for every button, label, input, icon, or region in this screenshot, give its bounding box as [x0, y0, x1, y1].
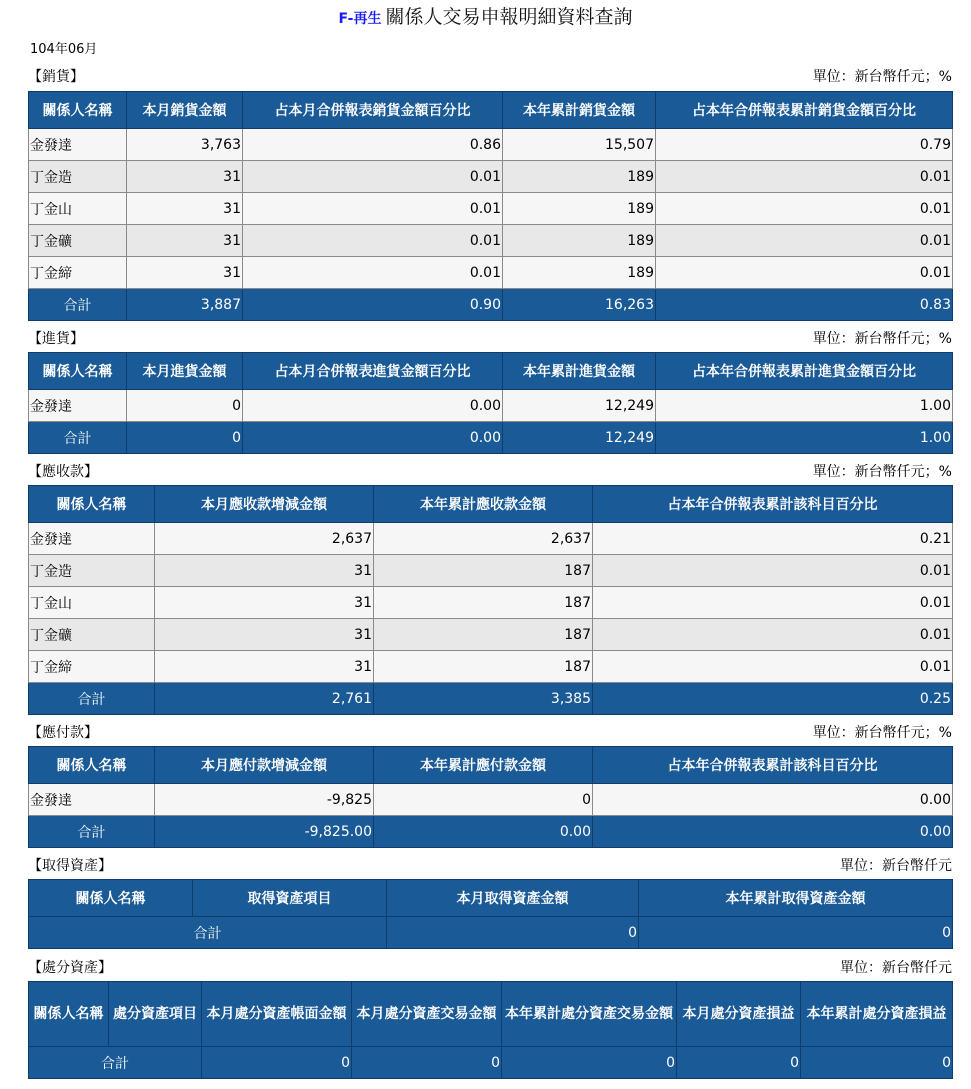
total-row	[29, 683, 953, 715]
total-cell: 16,263	[503, 289, 656, 321]
table-row	[29, 257, 953, 289]
column-header: 本年累計進貨金額	[503, 353, 656, 390]
table-cell: 31	[127, 193, 243, 225]
report-title: 關係人交易申報明細資料查詢	[385, 6, 633, 28]
column-header: 本月銷貨金額	[127, 92, 243, 129]
sales-unit: 單位：新台幣仟元；%	[812, 69, 952, 85]
purchases-table	[28, 352, 953, 454]
table-cell: 0.01	[593, 555, 953, 587]
table-cell: 31	[155, 651, 374, 683]
total-cell: 0.90	[243, 289, 503, 321]
table-cell: 0	[374, 784, 593, 816]
table-cell: 0.01	[243, 193, 503, 225]
total-cell: 0	[202, 1047, 352, 1079]
table-cell: 0.01	[593, 587, 953, 619]
total-cell: 3,385	[374, 683, 593, 715]
related-party-name: 丁金締	[29, 257, 127, 289]
table-cell: 0.00	[593, 784, 953, 816]
total-label: 合計	[29, 683, 155, 715]
table-cell: 187	[374, 651, 593, 683]
table-cell: 0.01	[243, 225, 503, 257]
related-party-name: 丁金山	[29, 193, 127, 225]
table-cell: 187	[374, 619, 593, 651]
column-header: 占本年合併報表累計該科目百分比	[593, 747, 953, 784]
total-cell: 0	[639, 917, 953, 949]
payables-unit: 單位：新台幣仟元；%	[812, 725, 952, 741]
table-cell: 0	[127, 390, 243, 422]
table-cell: 12,249	[503, 390, 656, 422]
total-cell: 0	[387, 917, 639, 949]
total-row	[29, 289, 953, 321]
related-party-name: 丁金造	[29, 161, 127, 193]
total-row	[29, 816, 953, 848]
column-header: 本月處分資產帳面金額	[202, 982, 352, 1047]
table-cell: 0.01	[656, 257, 953, 289]
payables-table	[28, 746, 953, 848]
column-header: 本月取得資產金額	[387, 880, 639, 917]
column-header: 占本月合併報表進貨金額百分比	[243, 353, 503, 390]
total-cell: 0	[127, 422, 243, 454]
purchases-label: 【進貨】	[28, 331, 84, 347]
table-header-row	[29, 747, 953, 784]
table-row	[29, 225, 953, 257]
table-cell: 189	[503, 161, 656, 193]
table-cell: 0.01	[593, 619, 953, 651]
total-cell: 0.00	[374, 816, 593, 848]
column-header: 本年累計應收款金額	[374, 486, 593, 523]
column-header: 本月處分資產損益	[677, 982, 801, 1047]
column-header: 占本年合併報表累計銷貨金額百分比	[656, 92, 953, 129]
table-cell: 0.21	[593, 523, 953, 555]
table-cell: 0.79	[656, 129, 953, 161]
sales-table	[28, 91, 953, 321]
acquisitions-unit: 單位：新台幣仟元	[840, 858, 952, 874]
total-cell: -9,825.00	[155, 816, 374, 848]
total-cell: 3,887	[127, 289, 243, 321]
total-row	[29, 917, 953, 949]
table-cell: 1.00	[656, 390, 953, 422]
column-header: 處分資產項目	[109, 982, 202, 1047]
column-header: 本年累計處分資產損益	[801, 982, 953, 1047]
table-cell: 0.01	[656, 225, 953, 257]
purchases-section-header	[28, 328, 952, 350]
receivables-section-header	[28, 461, 952, 483]
column-header: 本年累計應付款金額	[374, 747, 593, 784]
table-header-row	[29, 486, 953, 523]
total-cell: 0.00	[243, 422, 503, 454]
column-header: 本月進貨金額	[127, 353, 243, 390]
table-cell: 0.01	[656, 193, 953, 225]
table-cell: 0.01	[243, 257, 503, 289]
column-header: 關係人名稱	[29, 486, 155, 523]
table-cell: 189	[503, 193, 656, 225]
column-header: 關係人名稱	[29, 353, 127, 390]
table-cell: 0.86	[243, 129, 503, 161]
table-cell: 2,637	[374, 523, 593, 555]
column-header: 本月應收款增減金額	[155, 486, 374, 523]
total-label: 合計	[29, 917, 387, 949]
table-row	[29, 784, 953, 816]
disposals-label: 【處分資產】	[28, 960, 112, 976]
table-row	[29, 587, 953, 619]
column-header: 本月應付款增減金額	[155, 747, 374, 784]
table-cell: 31	[127, 257, 243, 289]
table-cell: 0.00	[243, 390, 503, 422]
table-cell: 0.01	[656, 161, 953, 193]
acquisitions-table	[28, 879, 953, 949]
total-cell: 0	[352, 1047, 502, 1079]
column-header: 關係人名稱	[29, 92, 127, 129]
related-party-name: 丁金礦	[29, 619, 155, 651]
related-party-name: 丁金山	[29, 587, 155, 619]
payables-section-header	[28, 722, 952, 744]
total-row	[29, 1047, 953, 1079]
total-cell: 0	[502, 1047, 677, 1079]
table-cell: 31	[127, 161, 243, 193]
table-cell: 187	[374, 555, 593, 587]
total-cell: 2,761	[155, 683, 374, 715]
column-header: 關係人名稱	[29, 880, 193, 917]
total-label: 合計	[29, 816, 155, 848]
column-header: 占本年合併報表累計該科目百分比	[593, 486, 953, 523]
sales-section-header	[28, 66, 952, 88]
related-party-name: 丁金締	[29, 651, 155, 683]
table-cell: 189	[503, 225, 656, 257]
table-row	[29, 129, 953, 161]
company-code: F-再生	[338, 11, 382, 27]
related-party-name: 丁金礦	[29, 225, 127, 257]
table-cell: 0.01	[593, 651, 953, 683]
table-cell: 0.01	[243, 161, 503, 193]
total-cell: 0	[677, 1047, 801, 1079]
table-row	[29, 161, 953, 193]
table-row	[29, 523, 953, 555]
table-row	[29, 193, 953, 225]
table-cell: 189	[503, 257, 656, 289]
receivables-unit: 單位：新台幣仟元；%	[812, 464, 952, 480]
related-party-name: 丁金造	[29, 555, 155, 587]
disposals-table	[28, 981, 953, 1079]
purchases-unit: 單位：新台幣仟元；%	[812, 331, 952, 347]
column-header: 取得資產項目	[193, 880, 387, 917]
total-label: 合計	[29, 289, 127, 321]
column-header: 關係人名稱	[29, 982, 109, 1047]
year-month: 104年06月	[30, 42, 98, 57]
payables-label: 【應付款】	[28, 725, 98, 741]
total-cell: 0.00	[593, 816, 953, 848]
table-row	[29, 651, 953, 683]
table-cell: 31	[155, 587, 374, 619]
total-label: 合計	[29, 1047, 202, 1079]
column-header: 本年累計處分資產交易金額	[502, 982, 677, 1047]
column-header: 本年累計取得資產金額	[639, 880, 953, 917]
sales-label: 【銷貨】	[28, 69, 84, 85]
receivables-label: 【應收款】	[28, 464, 98, 480]
total-label: 合計	[29, 422, 127, 454]
total-cell: 0.83	[656, 289, 953, 321]
table-cell: 31	[155, 555, 374, 587]
acquisitions-section-header	[28, 855, 952, 877]
table-cell: 3,763	[127, 129, 243, 161]
table-cell: 15,507	[503, 129, 656, 161]
related-party-name: 金發達	[29, 390, 127, 422]
total-cell: 0	[801, 1047, 953, 1079]
column-header: 關係人名稱	[29, 747, 155, 784]
column-header: 本年累計銷貨金額	[503, 92, 656, 129]
total-row	[29, 422, 953, 454]
table-row	[29, 390, 953, 422]
column-header: 本月處分資產交易金額	[352, 982, 502, 1047]
acquisitions-label: 【取得資產】	[28, 858, 112, 874]
total-cell: 0.25	[593, 683, 953, 715]
related-party-name: 金發達	[29, 129, 127, 161]
table-header-row	[29, 880, 953, 917]
total-cell: 1.00	[656, 422, 953, 454]
table-header-row	[29, 92, 953, 129]
table-header-row	[29, 982, 953, 1047]
table-cell: 31	[155, 619, 374, 651]
page-title	[0, 2, 971, 29]
related-party-name: 金發達	[29, 523, 155, 555]
table-cell: -9,825	[155, 784, 374, 816]
table-cell: 187	[374, 587, 593, 619]
disposals-unit: 單位：新台幣仟元	[840, 960, 952, 976]
receivables-table	[28, 485, 953, 715]
table-row	[29, 555, 953, 587]
table-row	[29, 619, 953, 651]
disposals-section-header	[28, 957, 952, 979]
table-cell: 31	[127, 225, 243, 257]
related-party-name: 金發達	[29, 784, 155, 816]
column-header: 占本月合併報表銷貨金額百分比	[243, 92, 503, 129]
table-cell: 2,637	[155, 523, 374, 555]
table-header-row	[29, 353, 953, 390]
total-cell: 12,249	[503, 422, 656, 454]
column-header: 占本年合併報表累計進貨金額百分比	[656, 353, 953, 390]
